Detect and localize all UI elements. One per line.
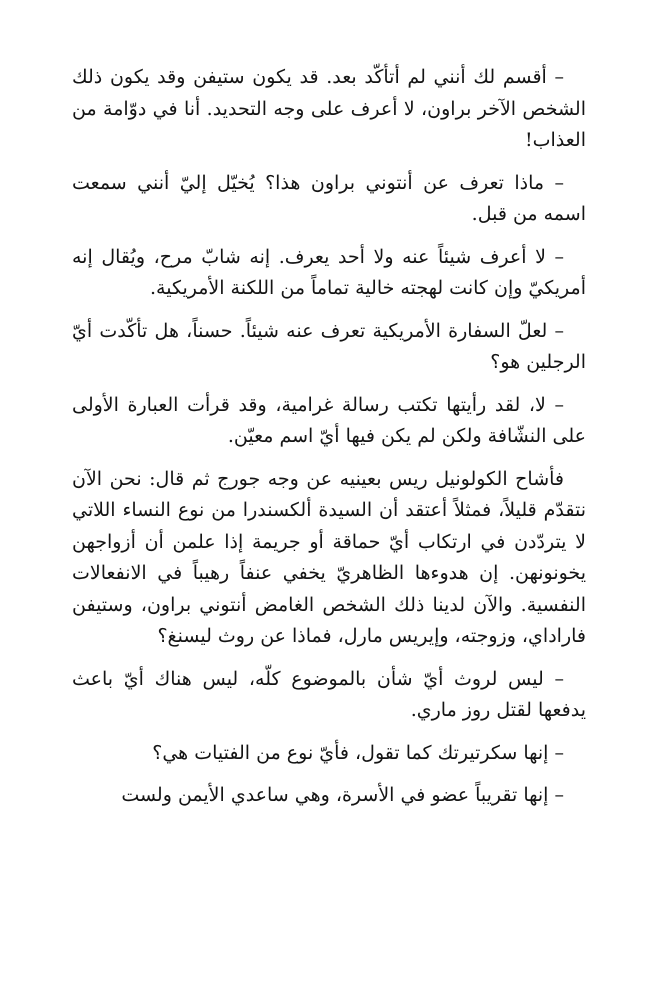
paragraph-3: – لا أعرف شيئاً عنه ولا أحد يعرف. إنه شابّ مرح، ويُقال إنه أمريكيّ وإن كانت لهجته خالية تماماً من اللكنة الأمريكية. bbox=[72, 245, 586, 299]
paragraph-6: فأشاح الكولونيل ريس بعينيه عن وجه جورج ثم قال: نحن الآن نتقدّم قليلاً، فمثلاً أعتقد أن السيدة ألكسندرا من نوع النساء اللاتي لا يتردّدن في ارتكاب أيّ حماقة أو جريمة إذا علمن أن أزواجهن يخونونهن. إن هدوءها الظاهريّ يخفي عنفاً رهيباً في الانفعالات النفسية. والآن لدينا ذلك الشخص الغامض أنتوني براون، وستيفن فاراداي، وزوجته، وإيريس مارل، فماذا عن روث ليسنغ؟ bbox=[72, 467, 586, 647]
paragraph-8: – إنها سكرتيرتك كما تقول، فأيّ نوع من الفتيات هي؟ bbox=[152, 741, 564, 764]
paragraph-4: – لعلّ السفارة الأمريكية تعرف عنه شيئاً. حسناً، هل تأكّدت أيّ الرجلين هو؟ bbox=[72, 319, 586, 373]
paragraph-2: – ماذا تعرف عن أنتوني براون هذا؟ يُخيّل إليّ أنني سمعت اسمه من قبل. bbox=[72, 171, 586, 225]
paragraph-7: – ليس لروث أيّ شأن بالموضوع كلّه، ليس هناك أيّ باعث يدفعها لقتل روز ماري. bbox=[72, 667, 586, 721]
paragraph-1: – أقسم لك أنني لم أتأكّد بعد. قد يكون ستيفن وقد يكون ذلك الشخص الآخر براون، لا أعرف على وجه التحديد. أنا في دوّامة من العذاب! bbox=[72, 66, 586, 151]
paragraph-9: – إنها تقريباً عضو في الأسرة، وهي ساعدي الأيمن ولست bbox=[121, 784, 564, 806]
document-page bbox=[72, 62, 586, 823]
paragraph-5: – لا، لقد رأيتها تكتب رسالة غرامية، وقد قرأت العبارة الأولى على النشّافة ولكن لم يكن فيها أيّ اسم معيّن. bbox=[72, 393, 586, 447]
